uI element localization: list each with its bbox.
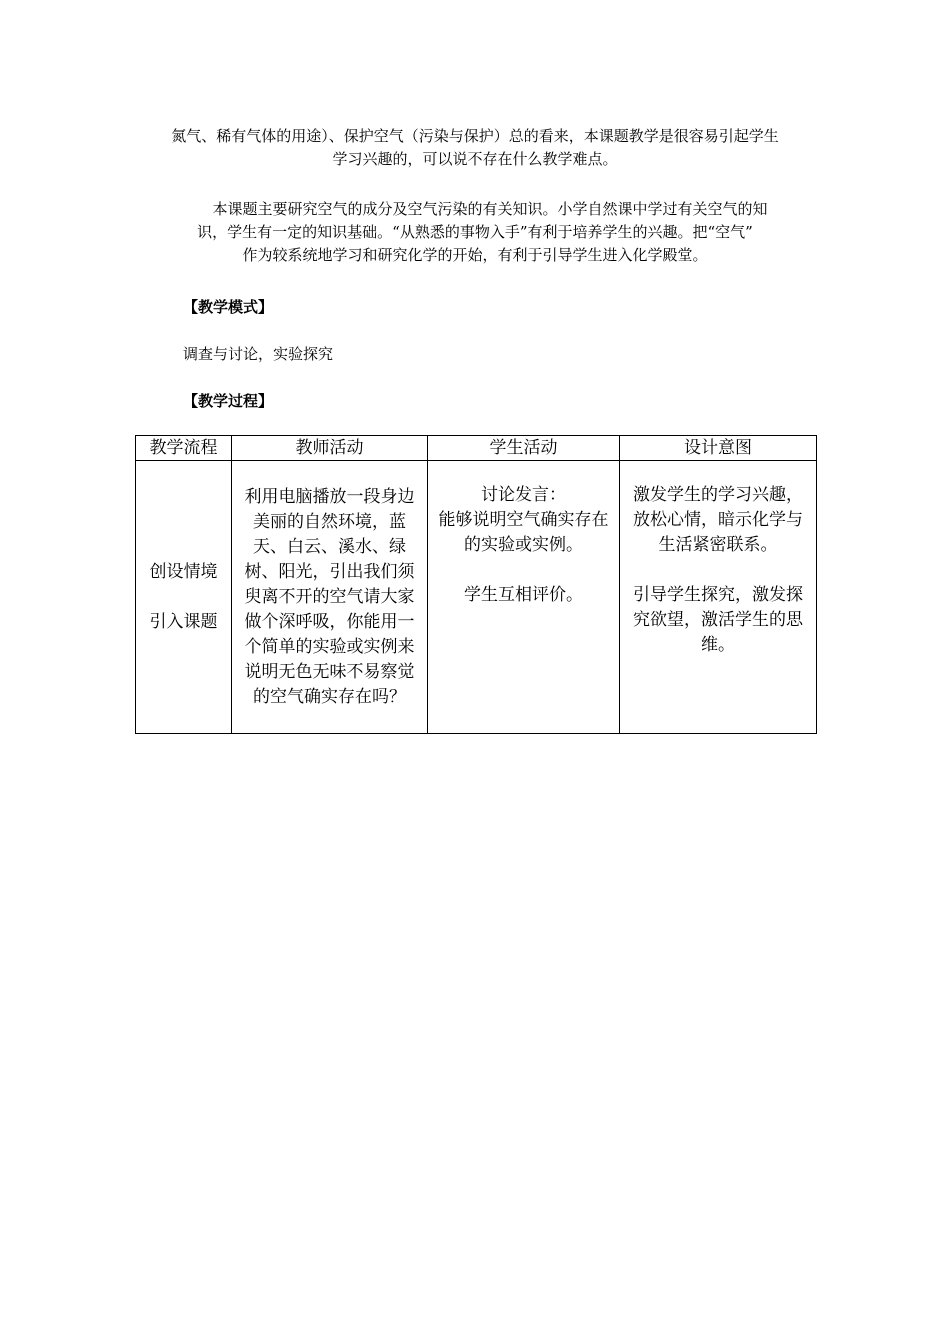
student-activity-line: 学生互相评价。 (464, 585, 583, 605)
header-intent: 设计意图 (620, 436, 817, 461)
paragraph-line: 学习兴趣的，可以说不存在什么教学难点。 (332, 150, 618, 168)
table-header-row (136, 436, 817, 461)
header-student: 学生活动 (428, 436, 620, 461)
paragraph-line: 氮气、稀有气体的用途）、保护空气（污染与保护）总的看来，本课题教学是很容易引起学生 (171, 127, 779, 145)
paragraph-line: 本课题主要研究空气的成分及空气污染的有关知识。小学自然课中学过有关空气的知 (212, 200, 768, 218)
student-activity-line: 讨论发言： (481, 485, 566, 505)
header-teacher: 教师活动 (232, 436, 428, 461)
intro-paragraph-2 (140, 198, 810, 267)
intro-paragraph-1 (140, 125, 810, 171)
intent-line: 激发学生的学习兴趣，放松心情，暗示化学与生活紧密联系。 (633, 485, 803, 555)
flow-step: 创设情境 (149, 561, 218, 582)
teacher-activity-text: 利用电脑播放一段身边美丽的自然环境，蓝天、白云、溪水、绿树、阳光，引出我们须臾离不开的空气请大家做个深呼吸，你能用一个简单的实验或实例来说明无色无味不易察觉的空气确实存在吗？ (244, 486, 415, 707)
paragraph-line: 作为较系统地学习和研究化学的开始，有利于引导学生进入化学殿堂。 (242, 246, 708, 264)
intent-line: 引导学生探究，激发探究欲望，激活学生的思维。 (633, 585, 803, 655)
cell-intent (620, 461, 817, 734)
header-flow: 教学流程 (136, 436, 232, 461)
teaching-mode-content: 调查与讨论，实验探究 (183, 345, 334, 363)
flow-step: 引入课题 (149, 611, 218, 632)
teaching-process-table (135, 435, 817, 734)
table-row (136, 461, 817, 734)
teaching-mode-heading: 【教学模式】 (183, 298, 274, 316)
paragraph-line: 识，学生有一定的知识基础。“从熟悉的事物入手”有利于培养学生的兴趣。把“空气” (197, 223, 753, 241)
teaching-process-heading: 【教学过程】 (183, 392, 274, 410)
cell-student (428, 461, 620, 734)
cell-teacher (232, 461, 428, 734)
cell-flow (136, 461, 232, 734)
student-activity-line: 能够说明空气确实存在的实验或实例。 (438, 510, 609, 555)
